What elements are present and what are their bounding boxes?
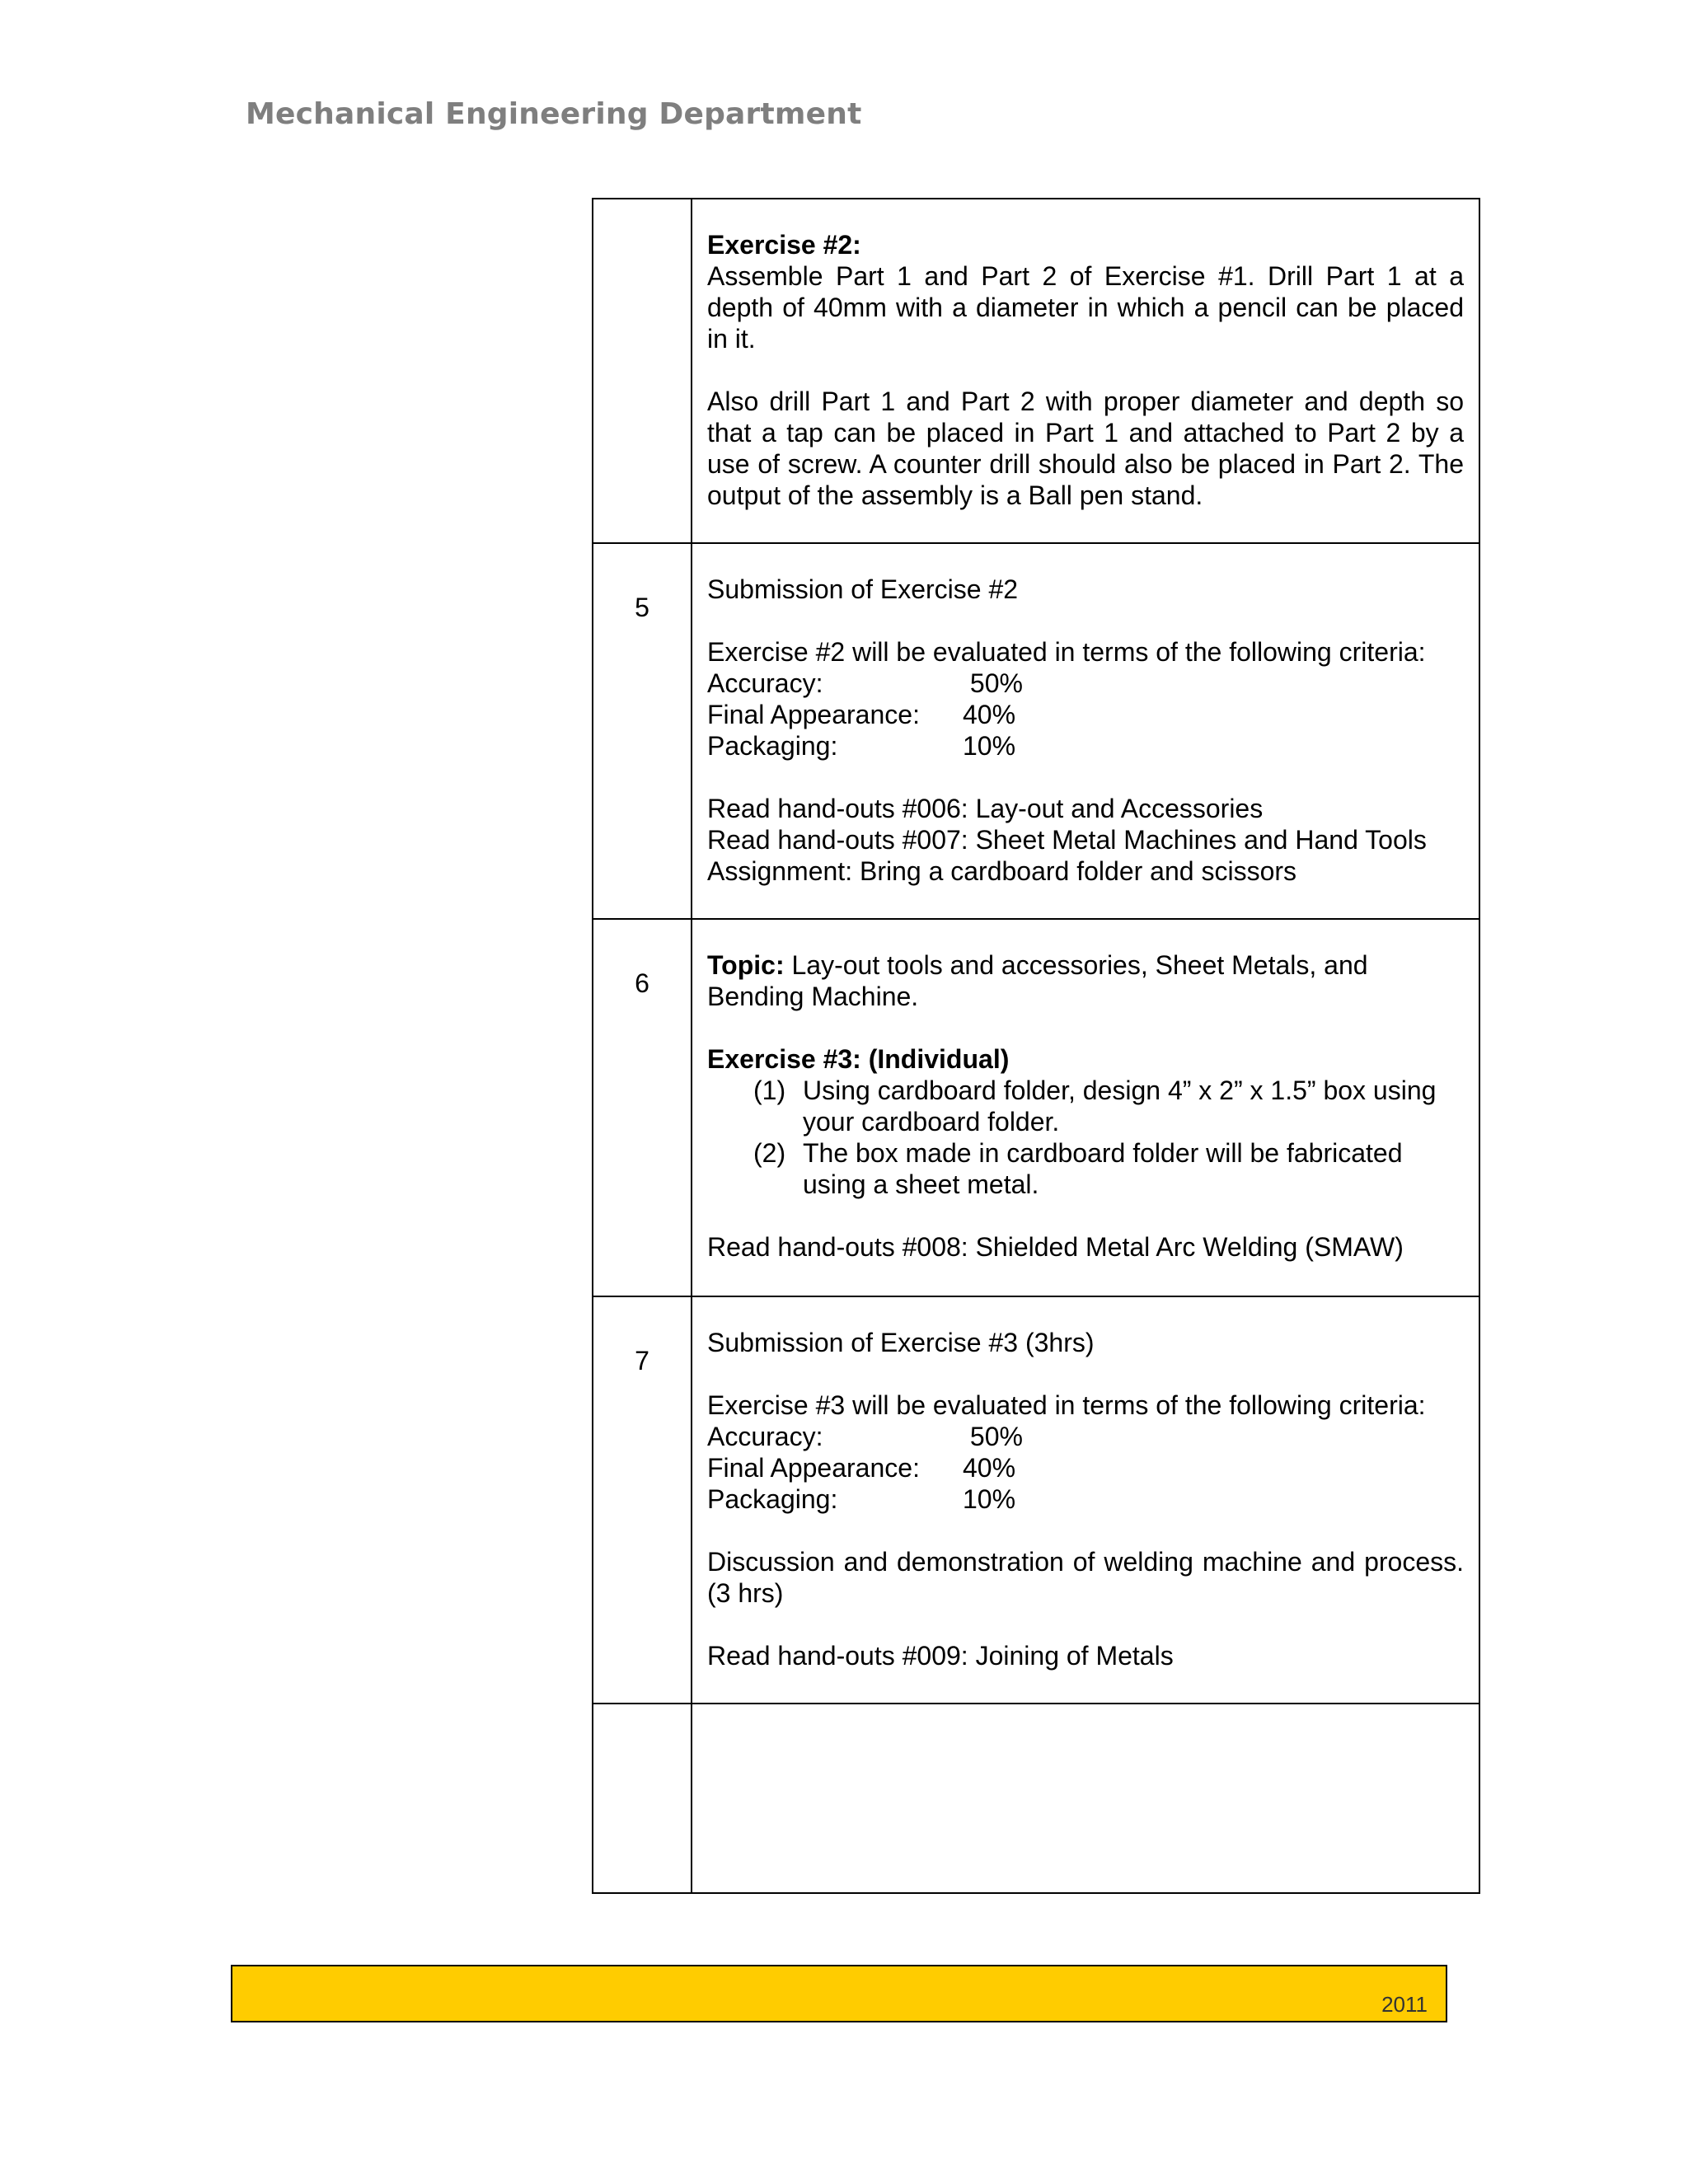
criteria-item: Final Appearance: 40%: [707, 1453, 1016, 1483]
list-item: (2) The box made in cardboard folder will be fabricated using a sheet metal.: [753, 1138, 1403, 1199]
topic-text: Topic: Lay-out tools and accessories, Sheet Metals, and Bending Machine.: [707, 950, 1368, 1011]
week-number-cell: 6: [593, 919, 692, 1296]
schedule-table: [592, 198, 1480, 1894]
week-number-cell: [593, 1704, 692, 1893]
discussion-text: Discussion and demonstration of welding machine and process. (3 hrs): [707, 1547, 1464, 1608]
table-row: [593, 543, 1479, 919]
criteria-item: Final Appearance: 40%: [707, 700, 1016, 729]
content-cell: [692, 199, 1479, 543]
exercise-title: Exercise #2:: [707, 230, 861, 260]
criteria-item: Packaging: 10%: [707, 731, 1016, 761]
table-row: [593, 1296, 1479, 1704]
week-number-cell: 5: [593, 543, 692, 919]
submission-text: Submission of Exercise #2: [707, 574, 1019, 604]
footer-year: 2011: [1381, 1992, 1428, 2017]
content-cell: [692, 1296, 1479, 1704]
week-number-cell: 7: [593, 1296, 692, 1704]
exercise-description: Assemble Part 1 and Part 2 of Exercise #1. Drill Part 1 at a depth of 40mm with a diameter in which a pencil can be placed in it.: [707, 261, 1464, 354]
reading-item: Read hand-outs #006: Lay-out and Accessories: [707, 794, 1264, 823]
table-row: [593, 1704, 1479, 1893]
week-number-cell: [593, 199, 692, 543]
content-cell: [692, 1704, 1479, 1893]
reading-item: Read hand-outs #008: Shielded Metal Arc Welding (SMAW): [707, 1232, 1404, 1262]
criteria-item: Accuracy: 50%: [707, 668, 1023, 698]
exercise-steps: [707, 1075, 1464, 1200]
criteria-intro: Exercise #3 will be evaluated in terms of the following criteria:: [707, 1390, 1426, 1420]
exercise-description: Also drill Part 1 and Part 2 with proper diameter and depth so that a tap can be placed in Part 1 and attached to Part 2 by a use of screw. A counter drill should also be placed in Part 2. The output of the assembly is a Ball pen stand.: [707, 387, 1464, 510]
list-item: (1) Using cardboard folder, design 4” x 2” x 1.5” box using your cardboard folder.: [753, 1076, 1437, 1137]
department-header: Mechanical Engineering Department: [246, 97, 862, 131]
table-row: [593, 919, 1479, 1296]
reading-item: Read hand-outs #009: Joining of Metals: [707, 1641, 1174, 1671]
assignment-item: Assignment: Bring a cardboard folder and scissors: [707, 856, 1297, 886]
content-cell: [692, 543, 1479, 919]
criteria-item: Packaging: 10%: [707, 1484, 1016, 1514]
criteria-item: Accuracy: 50%: [707, 1422, 1023, 1451]
criteria-intro: Exercise #2 will be evaluated in terms of the following criteria:: [707, 637, 1426, 667]
reading-item: Read hand-outs #007: Sheet Metal Machines and Hand Tools: [707, 825, 1427, 855]
submission-text: Submission of Exercise #3 (3hrs): [707, 1328, 1095, 1357]
footer-bar: [231, 1965, 1447, 2022]
table-row: [593, 199, 1479, 543]
exercise-title: Exercise #3: (Individual): [707, 1044, 1010, 1074]
content-cell: [692, 919, 1479, 1296]
